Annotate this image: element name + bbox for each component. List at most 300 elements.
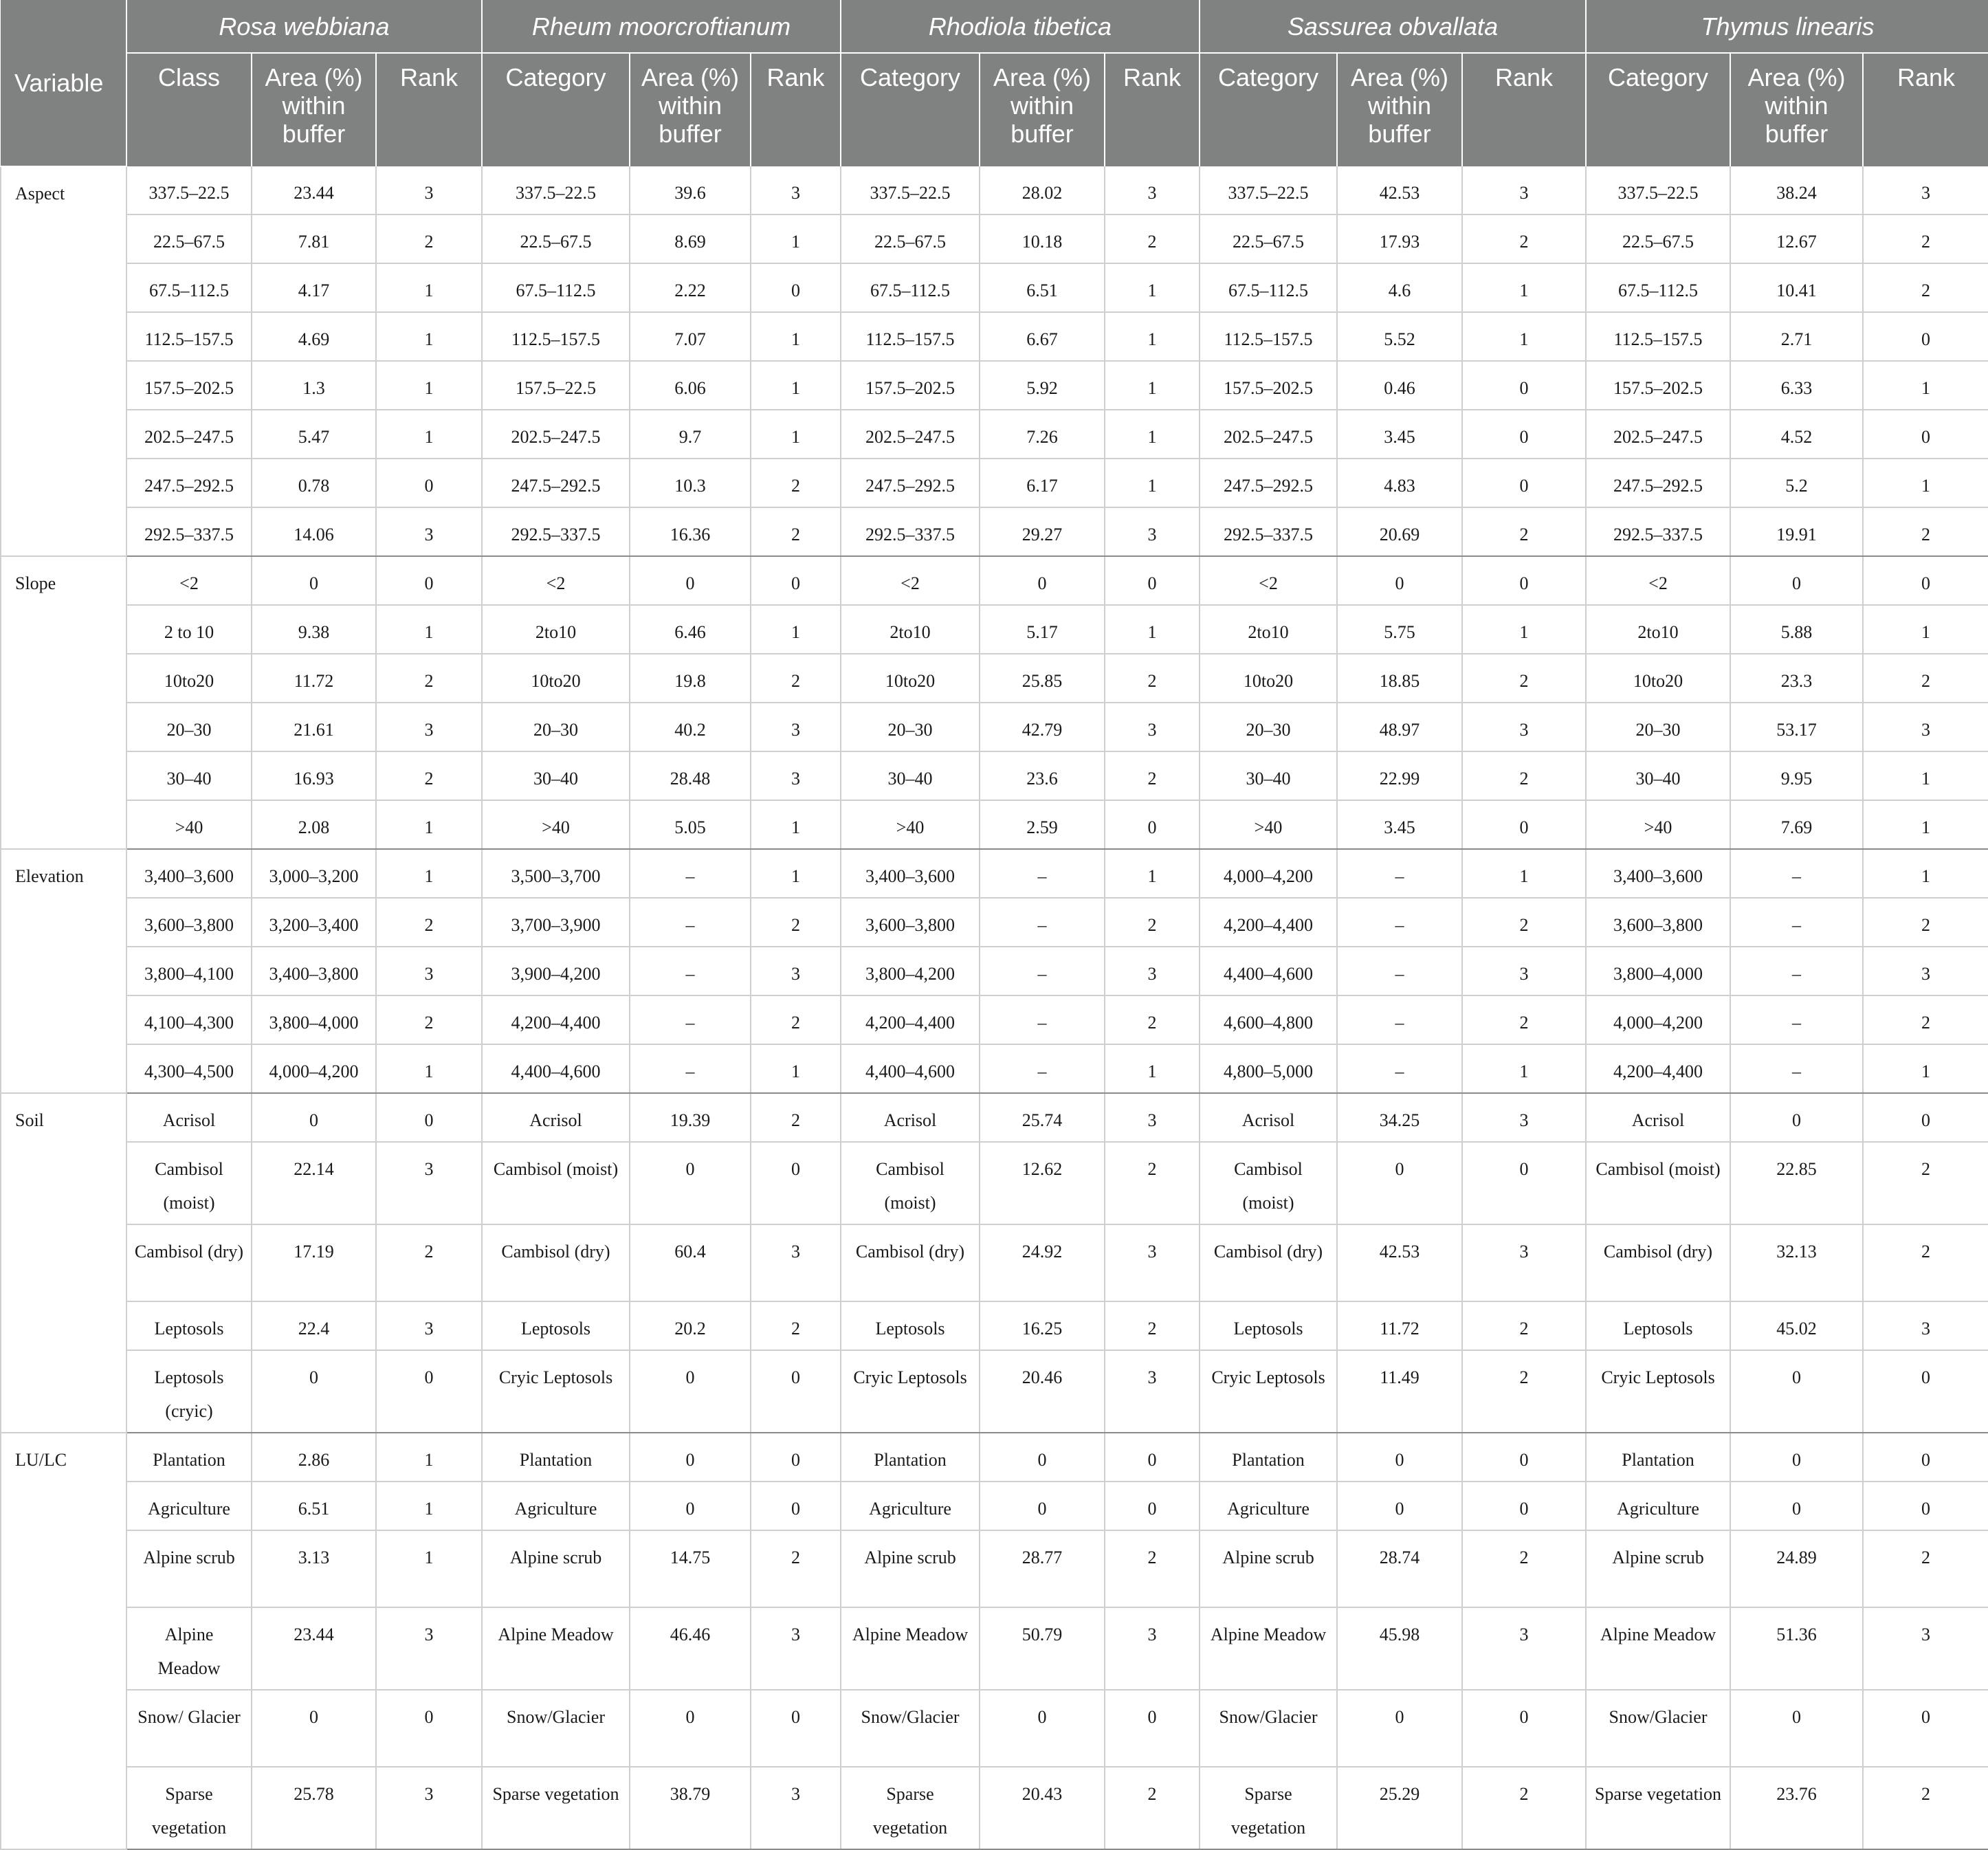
table-row: [1, 1301, 1988, 1350]
rank-cell: 1: [751, 361, 841, 410]
class-cell: 4,200–4,400: [1586, 1044, 1730, 1093]
rank-cell: 0: [751, 1433, 841, 1482]
area-cell: 46.46: [630, 1607, 751, 1690]
class-cell: 10to20: [1586, 654, 1730, 703]
table-row: [1, 556, 1988, 605]
rank-cell: 2: [1462, 654, 1586, 703]
class-cell: 3,700–3,900: [482, 898, 630, 947]
rank-cell: 0: [1462, 1142, 1586, 1224]
area-cell: 32.13: [1730, 1224, 1863, 1301]
rank-cell: 0: [1863, 1690, 1988, 1767]
rank-cell: 3: [1462, 166, 1586, 214]
class-cell: >40: [1586, 800, 1730, 849]
class-cell: 157.5–202.5: [1586, 361, 1730, 410]
subcol-category: Category: [482, 53, 630, 166]
class-cell: 3,900–4,200: [482, 947, 630, 995]
area-cell: 4.17: [252, 263, 376, 312]
class-cell: Alpine Meadow: [1200, 1607, 1337, 1690]
rank-cell: 0: [376, 459, 482, 507]
subcol-area: Area (%) within buffer: [1730, 53, 1863, 166]
area-cell: 7.26: [980, 410, 1105, 459]
rank-cell: 1: [1863, 1044, 1988, 1093]
area-cell: 0: [252, 556, 376, 605]
rank-cell: 1: [1105, 312, 1200, 361]
area-cell: 5.52: [1337, 312, 1462, 361]
rank-cell: 0: [1863, 312, 1988, 361]
class-cell: 157.5–22.5: [482, 361, 630, 410]
table-row: [1, 1093, 1988, 1142]
rank-cell: 1: [1105, 459, 1200, 507]
subcol-class: Class: [126, 53, 252, 166]
class-cell: 20–30: [126, 703, 252, 751]
class-cell: Sparse vegetation: [482, 1767, 630, 1849]
area-cell: –: [1337, 995, 1462, 1044]
area-cell: 4.52: [1730, 410, 1863, 459]
rank-cell: 0: [1863, 556, 1988, 605]
rank-cell: 1: [376, 605, 482, 654]
area-cell: 24.89: [1730, 1530, 1863, 1607]
area-cell: 9.95: [1730, 751, 1863, 800]
class-cell: 30–40: [482, 751, 630, 800]
subcol-rank: Rank: [1462, 53, 1586, 166]
area-cell: 5.17: [980, 605, 1105, 654]
rank-cell: 1: [1462, 849, 1586, 898]
class-cell: <2: [126, 556, 252, 605]
rank-cell: 0: [1462, 1690, 1586, 1767]
class-cell: 22.5–67.5: [126, 214, 252, 263]
area-cell: 0: [1337, 1690, 1462, 1767]
table-row: [1, 1142, 1988, 1224]
area-cell: 20.46: [980, 1350, 1105, 1433]
area-cell: –: [980, 1044, 1105, 1093]
class-cell: 292.5–337.5: [1200, 507, 1337, 556]
class-cell: Cambisol (moist): [841, 1142, 980, 1224]
rank-cell: 1: [376, 1482, 482, 1530]
rank-cell: 2: [1863, 1530, 1988, 1607]
header-row-species: [1, 0, 1988, 53]
area-cell: 51.36: [1730, 1607, 1863, 1690]
area-cell: 1.3: [252, 361, 376, 410]
rank-cell: 2: [1105, 995, 1200, 1044]
table-row: [1, 507, 1988, 556]
area-cell: 0.46: [1337, 361, 1462, 410]
class-cell: 202.5–247.5: [841, 410, 980, 459]
class-cell: 4,000–4,200: [1200, 849, 1337, 898]
class-cell: Acrisol: [1200, 1093, 1337, 1142]
class-cell: Cryic Leptosols: [482, 1350, 630, 1433]
rank-cell: 3: [751, 1607, 841, 1690]
class-cell: 202.5–247.5: [482, 410, 630, 459]
variable-cell: Elevation: [1, 849, 126, 1093]
class-cell: Agriculture: [482, 1482, 630, 1530]
rank-cell: 0: [376, 1093, 482, 1142]
rank-cell: 2: [1863, 1767, 1988, 1849]
class-cell: Cambisol (dry): [841, 1224, 980, 1301]
class-cell: 2 to 10: [126, 605, 252, 654]
rank-cell: 3: [1105, 1607, 1200, 1690]
class-cell: Leptosols (cryic): [126, 1350, 252, 1433]
variable-cell: LU/LC: [1, 1433, 126, 1849]
area-cell: 48.97: [1337, 703, 1462, 751]
class-cell: <2: [482, 556, 630, 605]
rank-cell: 1: [376, 800, 482, 849]
rank-cell: 1: [1863, 849, 1988, 898]
rank-cell: 1: [1863, 361, 1988, 410]
area-cell: 3,200–3,400: [252, 898, 376, 947]
class-cell: 4,400–4,600: [841, 1044, 980, 1093]
class-cell: 10to20: [482, 654, 630, 703]
rank-cell: 2: [1863, 214, 1988, 263]
class-cell: 30–40: [1586, 751, 1730, 800]
class-cell: 10to20: [126, 654, 252, 703]
rank-cell: 3: [751, 166, 841, 214]
rank-cell: 2: [1863, 1142, 1988, 1224]
rank-cell: 3: [376, 1301, 482, 1350]
rank-cell: 3: [1863, 1301, 1988, 1350]
class-cell: Agriculture: [1200, 1482, 1337, 1530]
class-cell: 20–30: [482, 703, 630, 751]
subcol-rank: Rank: [376, 53, 482, 166]
table-row: [1, 1044, 1988, 1093]
rank-cell: 2: [751, 1093, 841, 1142]
rank-cell: 1: [376, 410, 482, 459]
species-header-rosa-webbiana: Rosa webbiana: [126, 0, 482, 53]
rank-cell: 2: [1462, 1301, 1586, 1350]
class-cell: 4,100–4,300: [126, 995, 252, 1044]
rank-cell: 2: [1462, 995, 1586, 1044]
class-cell: Snow/Glacier: [841, 1690, 980, 1767]
rank-cell: 1: [1462, 263, 1586, 312]
rank-cell: 2: [751, 459, 841, 507]
class-cell: 3,400–3,600: [1586, 849, 1730, 898]
table-row: [1, 459, 1988, 507]
area-cell: 4,000–4,200: [252, 1044, 376, 1093]
rank-cell: 3: [1462, 703, 1586, 751]
class-cell: <2: [841, 556, 980, 605]
rank-cell: 0: [751, 1482, 841, 1530]
area-cell: 4.6: [1337, 263, 1462, 312]
area-cell: 16.36: [630, 507, 751, 556]
rank-cell: 1: [751, 214, 841, 263]
table-row: [1, 849, 1988, 898]
rank-cell: 1: [1863, 605, 1988, 654]
subcol-rank: Rank: [1105, 53, 1200, 166]
area-cell: 14.75: [630, 1530, 751, 1607]
rank-cell: 2: [376, 1224, 482, 1301]
area-cell: –: [630, 947, 751, 995]
area-cell: 50.79: [980, 1607, 1105, 1690]
class-cell: Leptosols: [841, 1301, 980, 1350]
class-cell: Plantation: [126, 1433, 252, 1482]
area-cell: –: [980, 898, 1105, 947]
area-cell: 2.22: [630, 263, 751, 312]
area-cell: 25.85: [980, 654, 1105, 703]
class-cell: 22.5–67.5: [1200, 214, 1337, 263]
area-cell: 22.99: [1337, 751, 1462, 800]
table-row: [1, 1482, 1988, 1530]
class-cell: Alpine scrub: [1200, 1530, 1337, 1607]
rank-cell: 1: [1105, 605, 1200, 654]
species-header-sassurea-obvallata: Sassurea obvallata: [1200, 0, 1586, 53]
class-cell: <2: [1200, 556, 1337, 605]
rank-cell: 3: [376, 507, 482, 556]
class-cell: 4,200–4,400: [482, 995, 630, 1044]
table-row: [1, 1690, 1988, 1767]
rank-cell: 2: [1462, 507, 1586, 556]
area-cell: 0: [252, 1690, 376, 1767]
class-cell: 157.5–202.5: [126, 361, 252, 410]
class-cell: 4,400–4,600: [1200, 947, 1337, 995]
area-cell: 5.47: [252, 410, 376, 459]
class-cell: 22.5–67.5: [482, 214, 630, 263]
rank-cell: 0: [1105, 1482, 1200, 1530]
class-cell: Cryic Leptosols: [1586, 1350, 1730, 1433]
area-cell: –: [980, 947, 1105, 995]
class-cell: 4,600–4,800: [1200, 995, 1337, 1044]
class-cell: 337.5–22.5: [841, 166, 980, 214]
area-cell: 7.07: [630, 312, 751, 361]
class-cell: >40: [126, 800, 252, 849]
class-cell: Sparse vegetation: [1200, 1767, 1337, 1849]
area-cell: 6.33: [1730, 361, 1863, 410]
area-cell: 39.6: [630, 166, 751, 214]
area-cell: –: [1730, 995, 1863, 1044]
class-cell: 20–30: [841, 703, 980, 751]
subcol-rank: Rank: [1863, 53, 1988, 166]
area-cell: 0: [980, 1690, 1105, 1767]
class-cell: Plantation: [1586, 1433, 1730, 1482]
area-cell: 0: [630, 1690, 751, 1767]
area-cell: –: [1730, 947, 1863, 995]
rank-cell: 3: [1863, 166, 1988, 214]
class-cell: 2to10: [841, 605, 980, 654]
rank-cell: 0: [751, 263, 841, 312]
rank-cell: 2: [751, 898, 841, 947]
class-cell: Cambisol (moist): [482, 1142, 630, 1224]
rank-cell: 0: [1462, 410, 1586, 459]
area-cell: 19.8: [630, 654, 751, 703]
area-cell: 28.74: [1337, 1530, 1462, 1607]
class-cell: 20–30: [1200, 703, 1337, 751]
area-cell: –: [630, 995, 751, 1044]
area-cell: –: [1730, 849, 1863, 898]
rank-cell: 3: [1863, 947, 1988, 995]
class-cell: 112.5–157.5: [1586, 312, 1730, 361]
area-cell: 3.45: [1337, 800, 1462, 849]
rank-cell: 3: [1863, 703, 1988, 751]
class-cell: 67.5–112.5: [126, 263, 252, 312]
class-cell: 247.5–292.5: [1200, 459, 1337, 507]
rank-cell: 3: [1105, 703, 1200, 751]
class-cell: 4,200–4,400: [841, 995, 980, 1044]
area-cell: 0: [1337, 1142, 1462, 1224]
rank-cell: 1: [1863, 751, 1988, 800]
table-row: [1, 410, 1988, 459]
area-cell: –: [1337, 947, 1462, 995]
rank-cell: 2: [751, 654, 841, 703]
rank-cell: 3: [1105, 507, 1200, 556]
variable-cell: Aspect: [1, 166, 126, 556]
table-header: [1, 0, 1988, 166]
area-cell: 38.79: [630, 1767, 751, 1849]
rank-cell: 3: [1105, 1350, 1200, 1433]
area-cell: 3,000–3,200: [252, 849, 376, 898]
area-cell: 2.59: [980, 800, 1105, 849]
rank-cell: 2: [751, 1530, 841, 1607]
area-cell: 11.49: [1337, 1350, 1462, 1433]
area-cell: 11.72: [252, 654, 376, 703]
area-cell: 3,400–3,800: [252, 947, 376, 995]
area-cell: 0.78: [252, 459, 376, 507]
table-row: [1, 703, 1988, 751]
area-cell: 16.25: [980, 1301, 1105, 1350]
area-cell: 45.02: [1730, 1301, 1863, 1350]
area-cell: 3,800–4,000: [252, 995, 376, 1044]
area-cell: 12.67: [1730, 214, 1863, 263]
rank-cell: 0: [1863, 1433, 1988, 1482]
area-cell: 28.48: [630, 751, 751, 800]
rank-cell: 1: [376, 849, 482, 898]
rank-cell: 2: [751, 995, 841, 1044]
rank-cell: 0: [376, 556, 482, 605]
rank-cell: 3: [376, 1767, 482, 1849]
class-cell: 67.5–112.5: [1586, 263, 1730, 312]
area-cell: 9.7: [630, 410, 751, 459]
table-row: [1, 947, 1988, 995]
variable-header: Variable: [1, 0, 126, 166]
area-cell: –: [1337, 1044, 1462, 1093]
area-cell: 19.91: [1730, 507, 1863, 556]
class-cell: Alpine scrub: [1586, 1530, 1730, 1607]
rank-cell: 2: [1863, 898, 1988, 947]
rank-cell: 3: [1863, 1607, 1988, 1690]
rank-cell: 2: [376, 751, 482, 800]
class-cell: 247.5–292.5: [841, 459, 980, 507]
area-cell: 3.13: [252, 1530, 376, 1607]
class-cell: Agriculture: [841, 1482, 980, 1530]
rank-cell: 0: [1863, 1093, 1988, 1142]
rank-cell: 2: [1462, 1350, 1586, 1433]
rank-cell: 2: [1462, 214, 1586, 263]
rank-cell: 3: [751, 947, 841, 995]
rank-cell: 3: [376, 1607, 482, 1690]
rank-cell: 1: [376, 312, 482, 361]
table-row: [1, 361, 1988, 410]
area-cell: 8.69: [630, 214, 751, 263]
area-cell: 29.27: [980, 507, 1105, 556]
class-cell: 292.5–337.5: [841, 507, 980, 556]
area-cell: 0: [1730, 1093, 1863, 1142]
class-cell: 337.5–22.5: [1586, 166, 1730, 214]
area-cell: 25.29: [1337, 1767, 1462, 1849]
rank-cell: 1: [1105, 849, 1200, 898]
species-header-rheum-moorcroftianum: Rheum moorcroftianum: [482, 0, 841, 53]
rank-cell: 3: [751, 751, 841, 800]
area-cell: –: [630, 849, 751, 898]
class-cell: >40: [482, 800, 630, 849]
class-cell: Alpine Meadow: [482, 1607, 630, 1690]
table-row: [1, 1433, 1988, 1482]
area-cell: 0: [1730, 1690, 1863, 1767]
class-cell: Leptosols: [126, 1301, 252, 1350]
class-cell: 157.5–202.5: [841, 361, 980, 410]
rank-cell: 2: [1105, 1142, 1200, 1224]
class-cell: Alpine Meadow: [1586, 1607, 1730, 1690]
class-cell: 30–40: [841, 751, 980, 800]
rank-cell: 2: [1105, 751, 1200, 800]
class-cell: >40: [841, 800, 980, 849]
area-cell: 25.78: [252, 1767, 376, 1849]
area-cell: 42.53: [1337, 166, 1462, 214]
rank-cell: 0: [1462, 361, 1586, 410]
area-cell: 2.86: [252, 1433, 376, 1482]
rank-cell: 1: [1863, 459, 1988, 507]
area-cell: 20.43: [980, 1767, 1105, 1849]
rank-cell: 1: [376, 263, 482, 312]
area-cell: 0: [980, 1482, 1105, 1530]
table-row: [1, 800, 1988, 849]
area-cell: 14.06: [252, 507, 376, 556]
area-cell: 6.06: [630, 361, 751, 410]
class-cell: Plantation: [1200, 1433, 1337, 1482]
area-cell: 0: [252, 1093, 376, 1142]
class-cell: Leptosols: [1586, 1301, 1730, 1350]
class-cell: Cambisol (moist): [1586, 1142, 1730, 1224]
class-cell: 3,800–4,200: [841, 947, 980, 995]
area-cell: 0: [1730, 1350, 1863, 1433]
area-cell: 5.2: [1730, 459, 1863, 507]
class-cell: 67.5–112.5: [482, 263, 630, 312]
area-cell: 0: [1337, 556, 1462, 605]
rank-cell: 2: [1462, 1767, 1586, 1849]
class-cell: 2to10: [482, 605, 630, 654]
area-cell: 20.69: [1337, 507, 1462, 556]
class-cell: <2: [1586, 556, 1730, 605]
rank-cell: 3: [1105, 1224, 1200, 1301]
table-row: [1, 166, 1988, 214]
class-cell: 337.5–22.5: [1200, 166, 1337, 214]
class-cell: 3,400–3,600: [841, 849, 980, 898]
rank-cell: 0: [376, 1690, 482, 1767]
class-cell: Sparse vegetation: [841, 1767, 980, 1849]
rank-cell: 3: [376, 166, 482, 214]
area-cell: 0: [630, 556, 751, 605]
rank-cell: 2: [1462, 898, 1586, 947]
rank-cell: 1: [1462, 1044, 1586, 1093]
area-cell: 0: [630, 1433, 751, 1482]
table-row: [1, 751, 1988, 800]
class-cell: 4,200–4,400: [1200, 898, 1337, 947]
class-cell: Cryic Leptosols: [841, 1350, 980, 1433]
rank-cell: 0: [751, 1690, 841, 1767]
rank-cell: 2: [1105, 1301, 1200, 1350]
rank-cell: 2: [1105, 1530, 1200, 1607]
class-cell: 112.5–157.5: [1200, 312, 1337, 361]
rank-cell: 2: [1105, 898, 1200, 947]
area-cell: 22.4: [252, 1301, 376, 1350]
class-cell: Alpine Meadow: [841, 1607, 980, 1690]
rank-cell: 3: [376, 947, 482, 995]
rank-cell: 1: [751, 410, 841, 459]
rank-cell: 0: [1462, 1433, 1586, 1482]
class-cell: Leptosols: [1200, 1301, 1337, 1350]
table-row: [1, 1350, 1988, 1433]
species-header-thymus-linearis: Thymus linearis: [1586, 0, 1988, 53]
area-cell: 4.69: [252, 312, 376, 361]
class-cell: Plantation: [482, 1433, 630, 1482]
rank-cell: 2: [1105, 214, 1200, 263]
rank-cell: 2: [1863, 1224, 1988, 1301]
